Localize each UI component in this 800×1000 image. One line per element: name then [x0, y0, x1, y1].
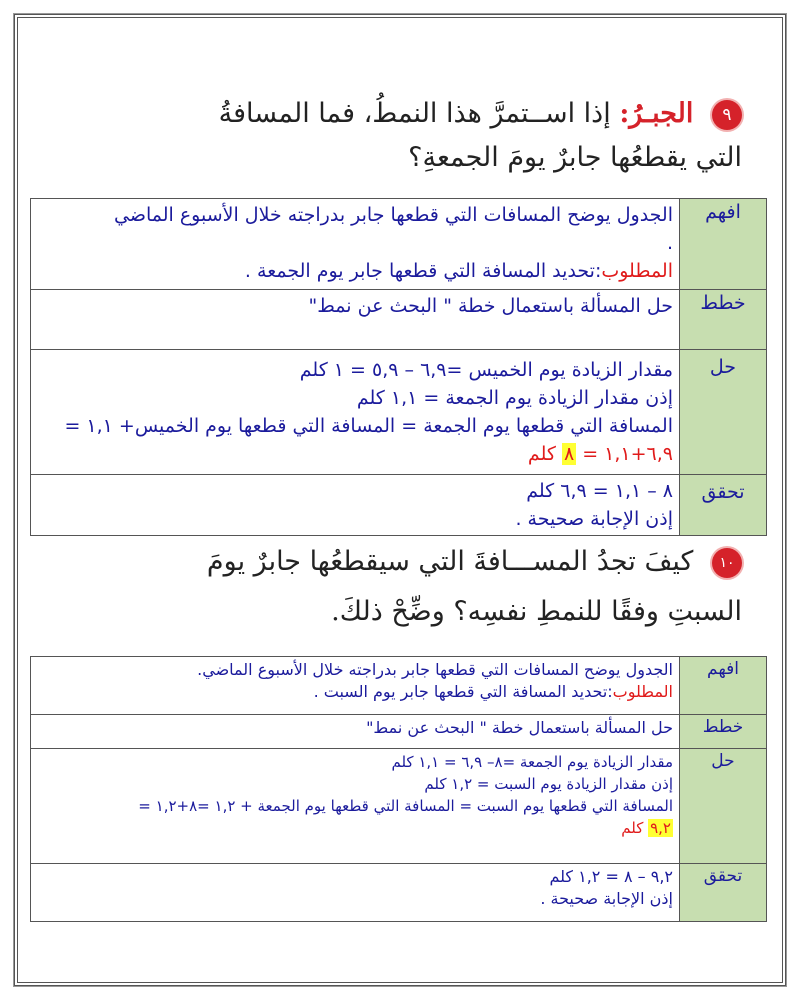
question-9	[219, 92, 742, 180]
required-text: :تحديد المسافة التي قطعها جابر يوم الجمعة .	[244, 260, 602, 282]
cell-khatet	[31, 290, 680, 350]
question-10	[207, 540, 742, 634]
required-label: المطلوب	[612, 682, 673, 701]
hal-unit: كلم	[527, 443, 562, 465]
question-10-number-badge: ١٠	[712, 548, 742, 578]
cell-tahaqaq	[31, 864, 680, 922]
question-9-line-2: التي يقطعُها جابرٌ يومَ الجمعةِ؟	[408, 142, 742, 173]
required-line	[37, 681, 673, 703]
question-9-topic: الجبـرُ:	[619, 98, 694, 129]
label-hal: حل	[680, 749, 767, 864]
hal-line-3	[37, 795, 673, 817]
label-tahaqaq: تحقق	[680, 475, 767, 536]
row-tahaqaq	[31, 475, 767, 536]
khatet-text: حل المسألة باستعمال خطة " البحث عن نمط"	[308, 295, 673, 317]
row-hal	[31, 350, 767, 475]
hal-unit: كلم	[621, 819, 649, 837]
hal-answer: ٩,٢	[650, 819, 671, 837]
row-khatet	[31, 715, 767, 749]
hal-calc: ٦,٩+١,١ =	[576, 443, 673, 465]
hal-line-1: مقدار الزيادة يوم الخميس =٦,٩ – ٥,٩ = ١ كلم	[299, 359, 673, 381]
hal-line-3: المسافة التي قطعها يوم الجمعة = المسافة التي قطعها يوم الخميس+ ١,١ =	[64, 415, 673, 437]
label-afham: افهم	[680, 657, 767, 715]
label-khatet: خطط	[680, 715, 767, 749]
question-10-text-1: كيفَ تجدُ المســـافةَ التي سيقطعُها جابرٌ يومَ	[206, 546, 694, 577]
hal-answer: ٨	[563, 443, 575, 465]
tahaqaq-line-1: ٨ – ١,١ = ٦,٩ كلم	[526, 480, 673, 502]
row-hal	[31, 749, 767, 864]
required-text: :تحديد المسافة التي قطعها جابر يوم السبت .	[313, 682, 613, 701]
khatet-text: حل المسألة باستعمال خطة " البحث عن نمط"	[366, 718, 673, 737]
label-hal: حل	[680, 350, 767, 475]
hal-line-3-text: المسافة التي قطعها يوم السبت = المسافة التي قطعها يوم الجمعة + ١,٢ =٨+١,٢ =	[138, 797, 673, 815]
row-afham	[31, 199, 767, 290]
row-khatet	[31, 290, 767, 350]
cell-tahaqaq	[31, 475, 680, 536]
cell-hal	[31, 350, 680, 475]
solution-table-9	[30, 198, 767, 536]
question-9-number-badge: ٩	[712, 100, 742, 130]
hal-line-4	[37, 817, 673, 839]
solution-table-10	[30, 656, 767, 922]
hal-line-4	[37, 440, 673, 468]
tahaqaq-line-2: إذن الإجابة صحيحة .	[540, 889, 673, 908]
row-tahaqaq	[31, 864, 767, 922]
tahaqaq-line-1: ٩,٢ – ٨ = ١,٢ كلم	[549, 867, 673, 886]
label-afham: افهم	[680, 199, 767, 290]
afham-text: الجدول يوضح المسافات التي قطعها جابر بدراجته خلال الأسبوع الماضي.	[197, 660, 673, 679]
question-10-line-2: السبتِ وفقًا للنمطِ نفسِه؟ وضِّحْ ذلكَ.	[331, 596, 742, 627]
hal-line-2: إذن مقدار الزيادة يوم الجمعة = ١,١ كلم	[356, 387, 673, 409]
question-9-text-1: إذا اســتمرَّ هذا النمطُ، فما المسافةُ	[218, 98, 611, 129]
label-khatet: خطط	[680, 290, 767, 350]
tahaqaq-line-2: إذن الإجابة صحيحة .	[515, 508, 673, 530]
question-10-line-1	[207, 540, 742, 584]
label-tahaqaq: تحقق	[680, 864, 767, 922]
afham-dot: .	[666, 232, 673, 254]
required-line	[37, 257, 673, 285]
row-afham	[31, 657, 767, 715]
required-label: المطلوب	[601, 260, 673, 282]
hal-line-1: مقدار الزيادة يوم الجمعة =٨– ٦,٩ = ١,١ كلم	[391, 753, 673, 771]
cell-afham	[31, 657, 680, 715]
afham-text: الجدول يوضح المسافات التي قطعها جابر بدراجته خلال الأسبوع الماضي	[113, 204, 673, 226]
question-9-line-1	[219, 92, 742, 136]
cell-khatet	[31, 715, 680, 749]
hal-line-2: إذن مقدار الزيادة يوم السبت = ١,٢ كلم	[424, 775, 673, 793]
cell-hal	[31, 749, 680, 864]
cell-afham	[31, 199, 680, 290]
